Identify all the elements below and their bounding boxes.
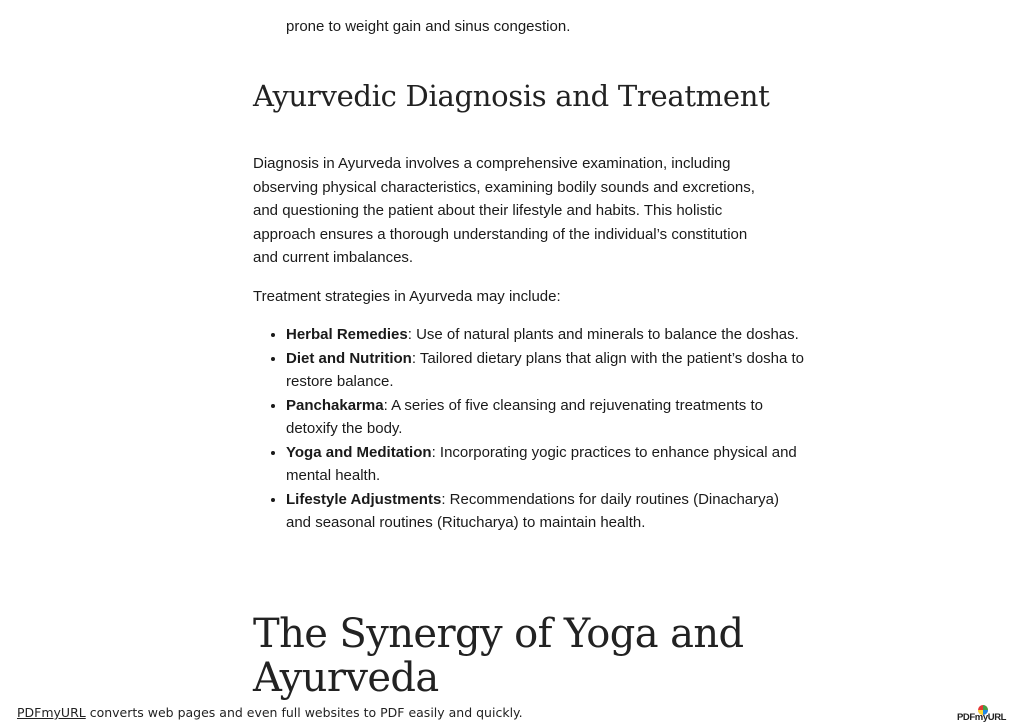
- next-section-heading: The Synergy of Yoga and Ayurveda: [253, 611, 744, 701]
- list-item-term: Panchakarma: [286, 396, 384, 414]
- logo-text: PDFmyURL: [957, 712, 1007, 723]
- footer-text: converts web pages and even full websites to PDF easily and quickly.: [85, 705, 523, 720]
- list-item-term: Yoga and Meditation: [286, 443, 432, 461]
- pdfmyurl-link[interactable]: PDFmyURL: [17, 705, 86, 720]
- pdfmyurl-logo[interactable]: [957, 703, 1009, 723]
- list-item-term: Herbal Remedies: [286, 326, 408, 343]
- list-item-term: Lifestyle Adjustments: [286, 490, 442, 508]
- list-item-desc: : Incorporating yogic practices to enhance physical and mental health.: [286, 443, 797, 484]
- list-item-desc: : Tailored dietary plans that align with the patient’s dosha to restore balance.: [286, 349, 805, 390]
- list-item: [286, 323, 806, 347]
- list-item-desc: : A series of five cleansing and rejuvenating treatments to detoxify the body.: [286, 396, 763, 437]
- list-item: [286, 488, 806, 535]
- list-item: [286, 394, 806, 441]
- treatment-list: [253, 323, 806, 535]
- list-item: [286, 441, 806, 488]
- diagnosis-paragraph: Diagnosis in Ayurveda involves a comprehensive examination, including observing physical characteristics, examining bodily sounds and excretions, and questioning the patient about their lifestyle and habits. This holistic approach ensures a thorough understanding of the individual’s constitution and current imbalances.: [253, 155, 755, 266]
- treatment-intro: Treatment strategies in Ayurveda may include:: [253, 288, 561, 305]
- continued-list-text: prone to weight gain and sinus congestion.: [286, 18, 571, 35]
- section-heading: Ayurvedic Diagnosis and Treatment: [253, 79, 770, 113]
- list-item-term: Diet and Nutrition: [286, 349, 412, 367]
- list-item: [286, 347, 806, 394]
- list-item-desc: : Recommendations for daily routines (Dinacharya) and seasonal routines (Ritucharya) to maintain health.: [286, 490, 779, 531]
- footer-banner: [17, 705, 523, 721]
- list-item-desc: : Use of natural plants and minerals to balance the doshas.: [407, 326, 799, 343]
